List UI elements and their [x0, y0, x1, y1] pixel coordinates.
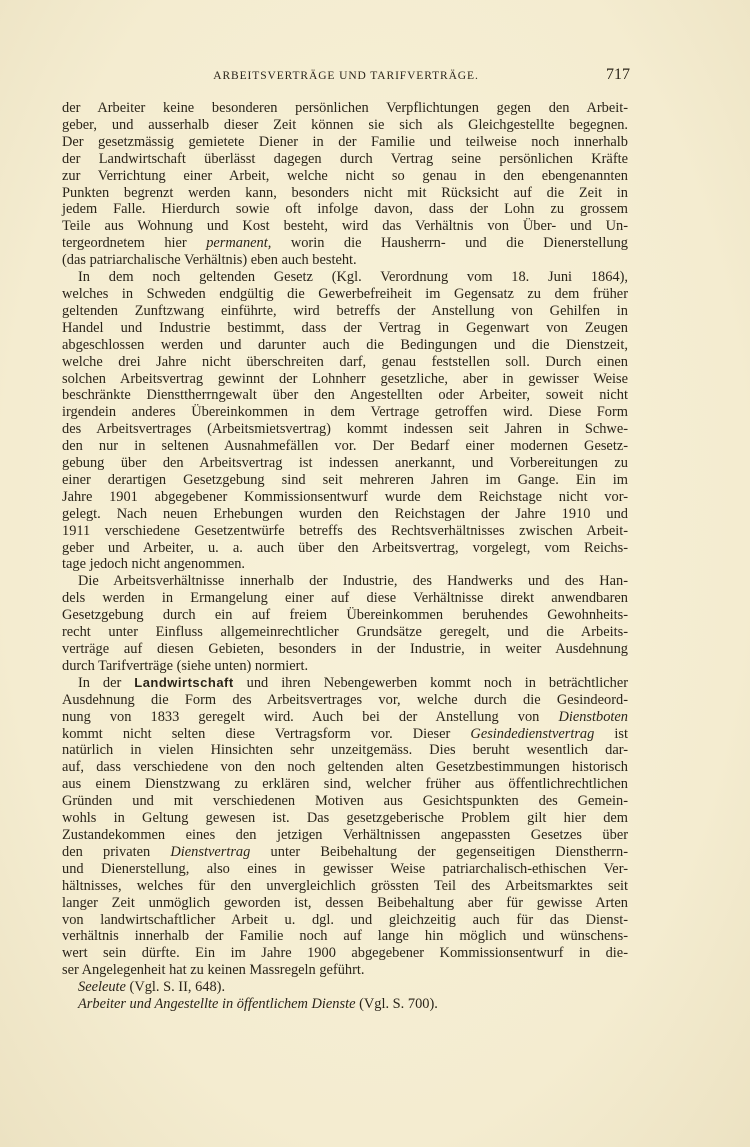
- text-line: gelegt. Nach neuen Erhebungen wurden den Reichstagen der Jahre 1910 und: [62, 505, 628, 522]
- text-line: der Arbeiter keine besonderen persönlichen Verpflichtungen gegen den Arbeit-: [62, 100, 628, 116]
- text-line: [62, 709, 628, 726]
- text-line: Der gesetzmässig gemietete Diener in der Familie und teilweise noch innerhalb: [62, 133, 628, 150]
- text-line: geber, und ausserhalb dieser Zeit können sie sich als Gleichgestellte begegnen.: [62, 116, 628, 133]
- text-line: natürlich in vielen Hinsichten sehr unzeitgemäss. Dies beruht wesentlich dar-: [62, 742, 628, 759]
- body-text: [62, 100, 628, 1013]
- text-line: von landwirtschaftlicher Arbeit u. dgl. und gleichzeitig auch für das Dienst-: [62, 911, 628, 928]
- text-line: Die Arbeitsverhältnisse innerhalb der Industrie, des Handwerks und des Han-: [78, 573, 628, 590]
- emphasis-gesindedienstvertrag: Gesindedienstvertrag: [470, 725, 595, 742]
- text-line: irgendein anderes Übereinkommen in dem Vertrage getroffen wird. Diese Form: [62, 404, 628, 421]
- text-run: den privaten: [62, 843, 171, 860]
- text-line: Gesetzgebung durch ein auf freiem Übereinkommen beruhendes Gewohnheits-: [62, 607, 628, 624]
- text-line: verhältnis innerhalb der Familie noch auf lange hin möglich und wünschens-: [62, 928, 628, 945]
- text-line: zur Verrichtung einer Arbeit, welche nicht so genau in den ebengenannten: [62, 167, 628, 184]
- text-line: hältnisses, welches für den unvergleichlich grössten Teil des Arbeitsmarktes seit: [62, 877, 628, 894]
- emphasis-dienstboten: Dienstboten: [558, 708, 628, 725]
- text-run: und ihren Nebengewerben kommt noch in beträchtlicher: [233, 674, 628, 691]
- text-line: Ausdehnung die Form des Arbeitsvertrages vor, welche durch die Gesindeord-: [62, 691, 628, 708]
- text-line: [62, 844, 628, 861]
- text-run: worin die Hausherrn- und die Dienerstellung: [271, 235, 628, 252]
- text-line: solchen Arbeitsvertrag gewinnt der Lohnherr gesetzliche, aber in gewisser Weise: [62, 370, 628, 387]
- text-line: [62, 726, 628, 743]
- text-line: Handel und Industrie bestimmt, dass der Vertrag in Gegenwart von Zeugen: [62, 319, 628, 336]
- text-run: nung von 1833 geregelt wird. Auch bei der Anstellung von: [62, 708, 559, 725]
- text-line: Zustandekommen eines den jetzigen Verhältnissen angepassten Gesetzes über: [62, 826, 628, 843]
- running-title: ARBEITSVERTRÄGE UND TARIFVERTRÄGE.: [213, 70, 479, 82]
- text-line: gebung über den Arbeitsvertrag ist indessen anerkannt, und Vorbereitungen zu: [62, 455, 628, 472]
- text-line: dels werden in Ermangelung einer auf diese Verhältnisse direkt anwendbaren: [62, 590, 628, 607]
- text-line: geltenden Zunftzwang einführte, wird betreffs der Anstellung von Gehilfen in: [62, 302, 628, 319]
- text-run: ist: [594, 725, 628, 742]
- text-line: (das patriarchalische Verhältnis) eben auch besteht.: [62, 252, 357, 269]
- reference-target: (Vgl. S. 700).: [355, 996, 438, 1013]
- text-line: beschränkte Diensttherrngewalt über den Angestellten oder Arbeiter, soweit nicht: [62, 387, 628, 404]
- text-line: Gründen und mit verschiedenen Motiven aus Gesichtspunkten des Gemein-: [62, 793, 628, 810]
- text-line: geber und Arbeiter, u. a. auch über den Arbeitsvertrag, vorgelegt, vom Reichs-: [62, 539, 628, 556]
- text-line: Punkten begrenzt werden kann, besonders nicht mit Rücksicht auf die Zeit in: [62, 184, 628, 201]
- text-line: welche drei Jahre nicht überschreiten darf, genau feststellen soll. Durch einen: [62, 353, 628, 370]
- cross-reference-arbeiter: [62, 996, 628, 1013]
- text-line: einer derartigen Gesetzgebung sind seit mehreren Jahren im Gange. Ein im: [62, 471, 628, 488]
- text-line: der Landwirtschaft überlässt dagegen durch Vertrag seine persönlichen Kräfte: [62, 150, 628, 167]
- text-line: abgeschlossen werden und darunter auch die Bedingungen und die Dienstzeit,: [62, 336, 628, 353]
- text-line: und Dienerstellung, also eines in gewisser Weise patriarchalisch-ethischen Ver-: [62, 860, 628, 877]
- text-line: [62, 235, 628, 252]
- text-line: [62, 675, 628, 692]
- text-line: welches in Schweden endgültig die Gewerbefreiheit im Gegensatz zu dem früher: [62, 285, 628, 302]
- text-line: den nur in seltenen Ausnahmefällen vor. Der Bedarf einer modernen Gesetz-: [62, 438, 628, 455]
- text-line: 1911 verschiedene Gesetzentwürfe betreffs des Rechtsverhältnisses zwischen Arbeit-: [62, 522, 628, 539]
- text-line: In dem noch geltenden Gesetz (Kgl. Verordnung vom 18. Juni 1864),: [78, 269, 628, 286]
- text-line: jedem Falle. Hierdurch sowie oft infolge davon, dass der Lohn zu grossem: [62, 201, 628, 218]
- reference-target: (Vgl. S. II, 648).: [125, 979, 226, 996]
- page-number: 717: [606, 66, 630, 83]
- text-line: langer Zeit unmöglich geworden ist, dessen Beibehaltung aber für gewisse Arten: [62, 894, 628, 911]
- text-line: aus einem Dienstzwang zu erklären sind, welcher früher aus öffentlichrechtlichen: [62, 776, 628, 793]
- text-line: Teile aus Wohnung und Kost besteht, wird das Verhältnis von Über- und Un-: [62, 218, 628, 235]
- text-run: kommt nicht selten diese Vertragsform vor. Dieser: [62, 725, 471, 742]
- text-line: Jahre 1901 abgegebener Kommissionsentwurf wurde dem Reichstage nicht vor-: [62, 488, 628, 505]
- page-header: [62, 66, 630, 88]
- text-line: wohls in Geltung gewesen ist. Das gesetzgeberische Problem gilt hier dem: [62, 810, 628, 827]
- text-line: ser Angelegenheit hat zu keinen Massregeln geführt.: [62, 962, 365, 979]
- emphasis-landwirtschaft: Landwirtschaft: [134, 674, 234, 690]
- text-run: tergeordnetem hier: [62, 235, 207, 252]
- reference-title: Seeleute: [78, 979, 126, 996]
- reference-title: Arbeiter und Angestellte in öffentlichem Dienste: [78, 996, 356, 1013]
- emphasis-dienstvertrag: Dienstvertrag: [170, 843, 251, 860]
- text-line: durch Tarifverträge (siehe unten) normiert.: [62, 657, 309, 674]
- text-line: recht unter Einfluss allgemeinrechtlicher Grundsätze geregelt, und die Arbeits-: [62, 624, 628, 641]
- text-line: tage jedoch nicht angenommen.: [62, 556, 246, 573]
- cross-reference-seeleute: [62, 979, 628, 996]
- text-line: des Arbeitsvertrages (Arbeitsmietsvertrag) kommt indessen seit Jahren in Schwe-: [62, 421, 628, 438]
- text-line: verträge auf diesen Gebieten, besonders in der Industrie, in weiter Ausdehnung: [62, 641, 628, 657]
- text-line: auf, dass verschiedene von den noch geltenden alten Gesetzbestimmungen historisch: [62, 759, 628, 776]
- text-run: unter Beibehaltung der gegenseitigen Dienstherrn-: [250, 843, 628, 860]
- text-line: wert sein dürfte. Ein im Jahre 1900 abgegebener Kommissionsentwurf in die-: [62, 945, 628, 962]
- text-run: In der: [78, 674, 135, 691]
- emphasis-permanent: permanent,: [206, 235, 272, 252]
